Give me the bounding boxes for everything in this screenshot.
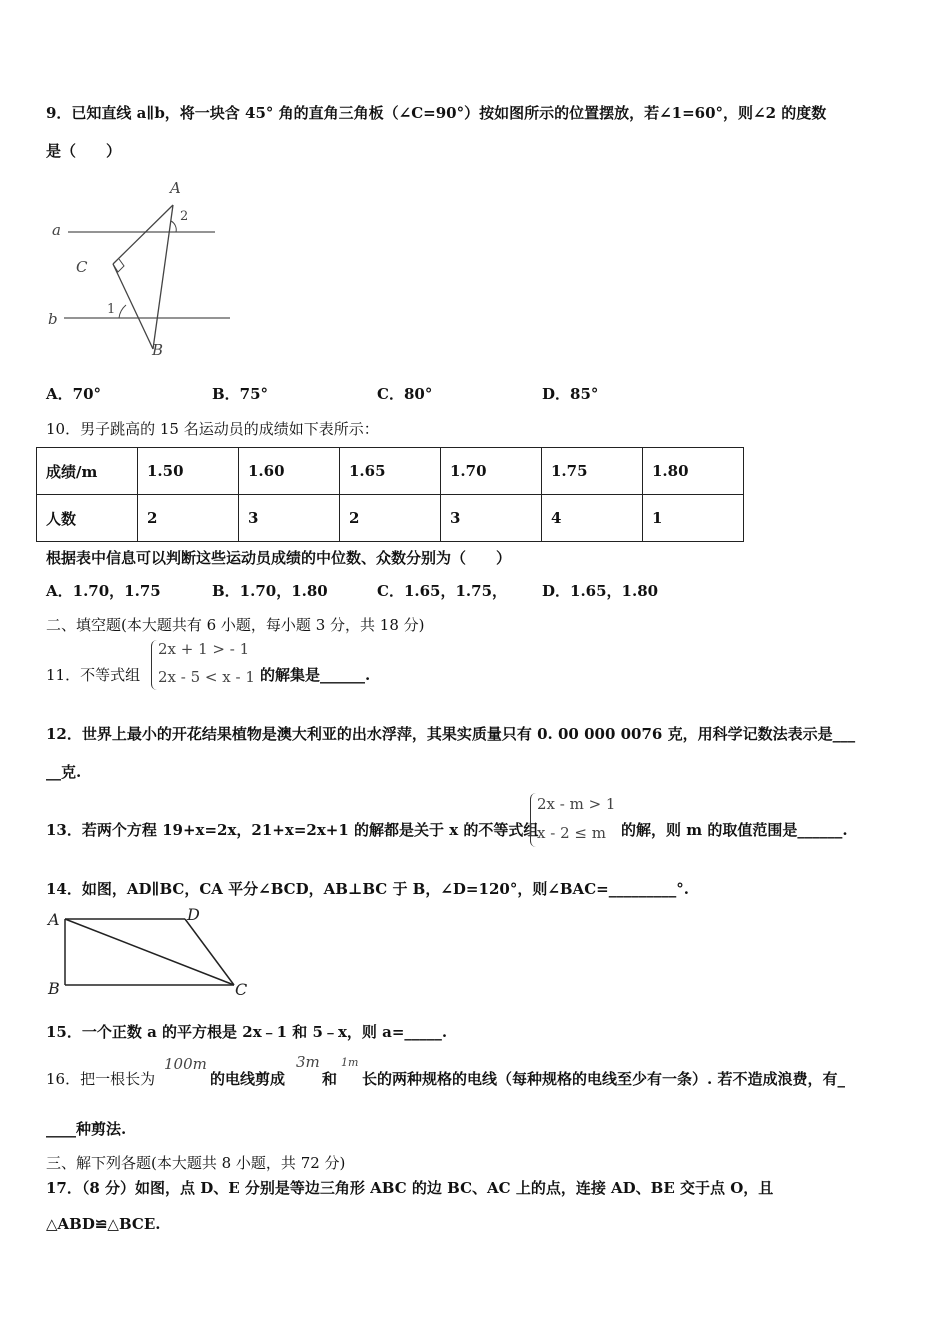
q16-length-total: 100m [164, 1055, 207, 1073]
label-A: A [170, 179, 181, 197]
triangle-side-ca [113, 205, 173, 264]
q14-figure [45, 905, 260, 1000]
score-table [36, 447, 744, 542]
table-cell: 1 [643, 495, 744, 542]
q16-length-b: 1m [341, 1056, 359, 1069]
q13-inequality-1: 2x - m > 1 [537, 795, 616, 813]
q16-mid1: 的电线剪成 [210, 1070, 286, 1088]
q10-option-a: A．1.70，1.75 [46, 582, 161, 600]
q11-inequality-2: 2x - 5 < x - 1 [158, 668, 255, 686]
table-row [37, 495, 744, 542]
table-cell: 2 [340, 495, 441, 542]
label-1: 1 [107, 302, 116, 317]
table-cell: 1.65 [340, 448, 441, 495]
q16-suffix: 长的两种规格的电线（每种规格的电线至少有一条）. 若不造成浪费，有_ [362, 1070, 845, 1088]
q12-line2: __克. [46, 763, 82, 781]
label-2: 2 [180, 209, 189, 224]
right-angle-mark [113, 259, 124, 272]
label-b: b [48, 310, 58, 328]
label-A: A [48, 910, 60, 929]
table-cell: 1.50 [138, 448, 239, 495]
table-cell: 1.80 [643, 448, 744, 495]
table-cell: 2 [138, 495, 239, 542]
angle-2-arc [171, 221, 176, 232]
table-cell: 3 [239, 495, 340, 542]
q15-stem: 15．一个正数 a 的平方根是 2x﹣1 和 5﹣x，则 a=_____. [46, 1023, 448, 1041]
label-C: C [235, 980, 248, 999]
q10-question: 根据表中信息可以判断这些运动员成绩的中位数、众数分别为（ ） [46, 549, 512, 567]
label-C: C [76, 258, 88, 276]
table-cell: 4 [542, 495, 643, 542]
q16-line2: ____种剪法. [46, 1120, 127, 1138]
table-cell: 3 [441, 495, 542, 542]
q13-brace [530, 793, 536, 847]
table-cell: 1.75 [542, 448, 643, 495]
q9-figure [40, 175, 240, 360]
q9-stem-line1: 9．已知直线 a∥b，将一块含 45° 角的直角三角板（∠C=90°）按如图所示的位置摆放，若∠1=60°，则∠2 的度数 [46, 104, 827, 122]
triangle-side-ab [153, 205, 173, 349]
q17-line1: 17．（8 分）如图，点 D、E 分别是等边三角形 ABC 的边 BC、AC 上的点，连接 AD、BE 交于点 O，且 [46, 1179, 774, 1197]
q14-stem: 14．如图，AD∥BC，CA 平分∠BCD，AB⊥BC 于 B，∠D=120°，则∠BAC=_________°. [46, 880, 689, 898]
table-cell: 1.70 [441, 448, 542, 495]
section-2-heading: 二、填空题(本大题共有 6 小题，每小题 3 分，共 18 分) [46, 616, 425, 634]
table-cell: 成绩/m [37, 448, 138, 495]
q10-option-d: D．1.65，1.80 [542, 582, 659, 600]
q9-option-c: C．80° [377, 385, 433, 403]
triangle-side-cb [113, 264, 153, 349]
q11-inequality-1: 2x + 1 > - 1 [158, 640, 250, 658]
label-B: B [48, 979, 60, 998]
label-a: a [52, 221, 61, 239]
q9-stem-line2: 是（ ） [46, 142, 122, 160]
q10-option-b: B．1.70，1.80 [212, 582, 328, 600]
q12-line1: 12．世界上最小的开花结果植物是澳大利亚的出水浮萍，其果实质量只有 0. 00 000 0076 克，用科学记数法表示是___ [46, 725, 856, 743]
q9-option-d: D．85° [542, 385, 599, 403]
q10-option-c: C．1.65，1.75， [377, 582, 508, 600]
q11-brace [151, 640, 157, 690]
q11-suffix: 的解集是______. [260, 666, 371, 684]
q16-prefix: 16．把一根长为 [46, 1070, 156, 1088]
table-cell: 人数 [37, 495, 138, 542]
q9-option-b: B．75° [212, 385, 269, 403]
table-cell: 1.60 [239, 448, 340, 495]
q16-length-a: 3m [296, 1053, 320, 1071]
q13-prefix: 13．若两个方程 19+x=2x，21+x=2x+1 的解都是关于 x 的不等式组 [46, 821, 539, 839]
q9-option-a: A．70° [46, 385, 102, 403]
q13-suffix: 的解，则 m 的取值范围是______. [621, 821, 848, 839]
angle-1-arc [119, 305, 126, 318]
label-B: B [152, 341, 164, 359]
q10-stem: 10．男子跳高的 15 名运动员的成绩如下表所示： [46, 420, 379, 438]
section-3-heading: 三、解下列各题(本大题共 8 小题，共 72 分) [46, 1154, 346, 1172]
q13-inequality-2: x - 2 ≤ m [537, 824, 606, 842]
q16-mid2: 和 [322, 1070, 338, 1088]
q11-prefix: 11．不等式组 [46, 666, 141, 684]
table-row [37, 448, 744, 495]
label-D: D [187, 905, 200, 924]
q17-line2: △ABD≌△BCE. [46, 1215, 161, 1233]
